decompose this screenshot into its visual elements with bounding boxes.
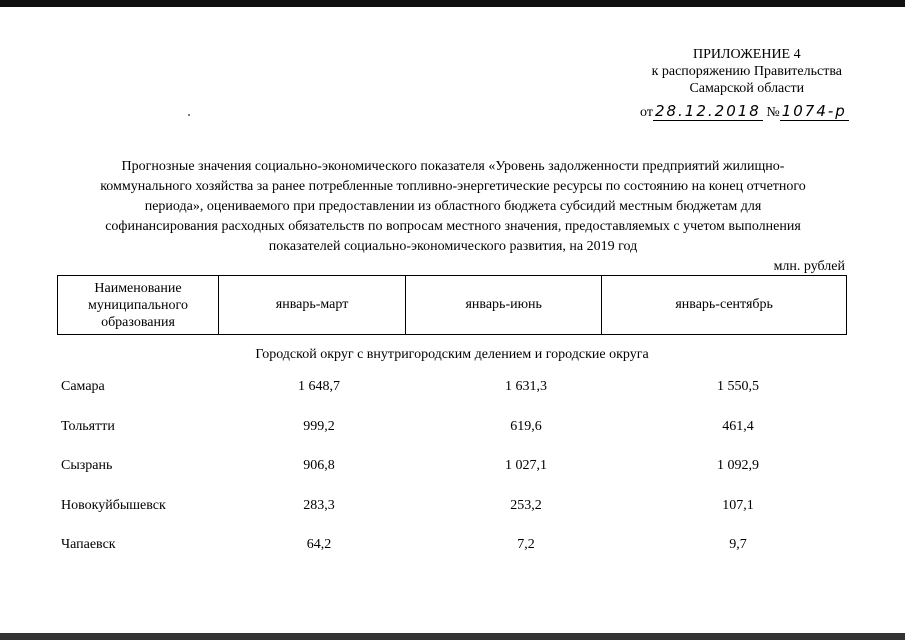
table-row (57, 376, 847, 416)
value-9m: 461,4 (722, 418, 754, 434)
value-h1: 619,6 (510, 418, 542, 434)
municipality-name: Чапаевск (61, 537, 116, 552)
title-line: Прогнозные значения социально-экономического показателя «Уровень задолженности предприятий жилищно- (121, 159, 785, 174)
table-row (57, 455, 847, 495)
title-line: коммунального хозяйства за ранее потребленные топливно-энергетические ресурсы по состоянию на конец отчетного (100, 179, 806, 194)
title-line: показателей социально-экономического развития, на 2019 год (268, 239, 638, 254)
date-prefix: от (640, 105, 653, 120)
table-row (57, 416, 847, 456)
table-row (57, 534, 847, 574)
value-h1: 7,2 (517, 537, 535, 552)
value-h1: 1 631,3 (505, 379, 547, 394)
decree-date-number (640, 102, 849, 121)
column-header-h1: январь-июнь (406, 276, 602, 335)
bottom-scan-border (0, 633, 905, 640)
municipality-name: Тольятти (61, 418, 115, 434)
value-h1: 253,2 (510, 497, 542, 513)
value-q1: 1 648,7 (298, 379, 340, 394)
value-h1: 1 027,1 (505, 458, 547, 473)
title-line: периода», оцениваемого при предоставлении из областного бюджета субсидий местным бюджетам для (144, 199, 762, 214)
document-title (40, 157, 866, 257)
table-row (57, 495, 847, 535)
value-9m: 1 092,9 (717, 458, 759, 473)
value-9m: 1 550,5 (717, 379, 759, 394)
value-9m: 107,1 (722, 497, 754, 513)
handwritten-date: 28.12.2018 (654, 102, 761, 120)
value-q1: 999,2 (303, 418, 335, 434)
number-sign: № (766, 105, 780, 120)
value-q1: 64,2 (306, 537, 332, 552)
top-scan-border (0, 0, 905, 7)
appendix-title: ПРИЛОЖЕНИЕ 4 (692, 47, 801, 62)
handwritten-number: 1074-р (781, 102, 847, 120)
section-heading: Городской округ с внутригородским делением и городские округа (255, 347, 649, 362)
municipality-name: Самара (61, 379, 105, 394)
value-q1: 906,8 (303, 458, 335, 473)
municipality-name: Новокуйбышевск (61, 497, 166, 513)
appendix-line-3: Самарской области (689, 81, 805, 96)
column-header-q1: январь-март (219, 276, 406, 335)
value-q1: 283,3 (303, 497, 335, 513)
units-label: млн. рублей (773, 259, 845, 274)
municipality-name: Сызрань (61, 458, 113, 473)
table-body (57, 376, 847, 574)
title-line: софинансирования расходных обязательств по вопросам местного значения, предоставляемых с учетом выполнения (105, 219, 801, 234)
value-9m: 9,7 (729, 537, 747, 552)
scan-speck (188, 114, 190, 116)
appendix-header (652, 46, 842, 97)
table-header (57, 275, 847, 335)
column-header-municipality: Наименование муниципального образования (58, 276, 219, 335)
column-header-9m: январь-сентябрь (602, 276, 847, 335)
appendix-line-2: к распоряжению Правительства (651, 64, 842, 79)
